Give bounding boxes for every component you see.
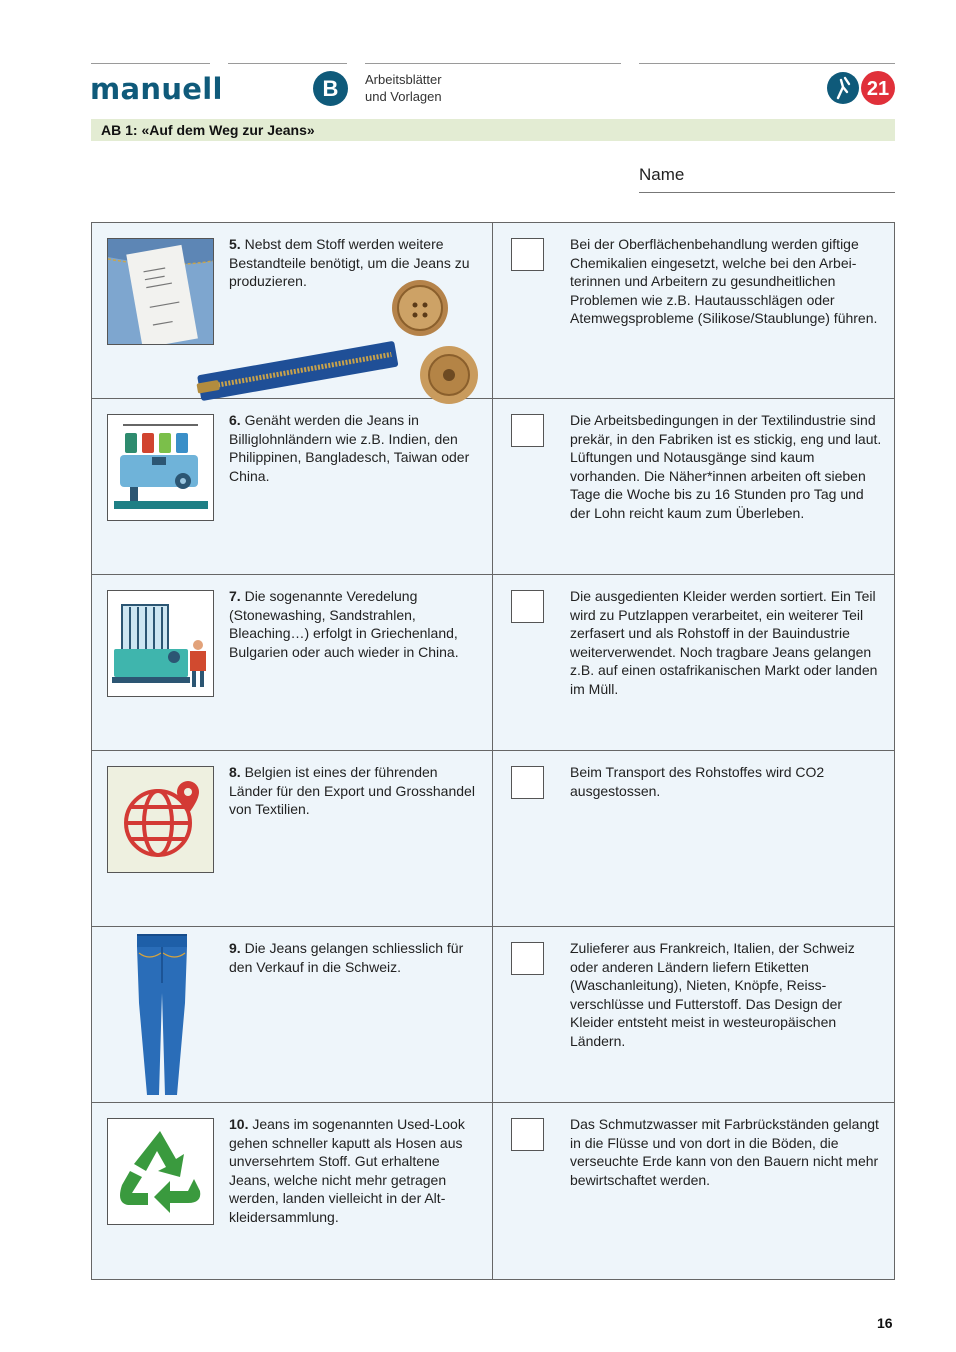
recycling-icon	[107, 1118, 214, 1225]
step-description: Jeans im sogenannten Used-Look gehen schneller kaputt als Hosen aus unversehrtem Stoff. Gut erhaltene Jeans, welche nicht mehr getragen werden, landen vielleicht in der Altkleidersammlung.	[229, 1116, 465, 1225]
statement-text: Die ausgedienten Kleider werden sortiert. Ein Teil wird zu Putzlappen verarbeitet, ein weiterer Teil zerfasert und als Rohstoff in der Bauindustrie weiterverwendet. Noch tragbare Jeans gelangen z.B. auf einen ostafrikanischen Markt oder landen im Müll.	[570, 588, 878, 697]
worksheet-grid	[91, 222, 895, 1280]
step-text	[229, 939, 479, 976]
name-label: Name	[639, 165, 685, 184]
statement-cell	[493, 223, 894, 399]
header-rule-4	[639, 63, 895, 64]
textile-machine-worker-icon	[107, 590, 214, 697]
step-text	[229, 1115, 479, 1227]
name-write-line[interactable]	[639, 192, 895, 193]
brand-wordmark: manuell	[90, 72, 223, 106]
match-checkbox[interactable]	[511, 590, 544, 623]
series-label	[365, 71, 442, 105]
step-description: Die Jeans gelangen schliesslich für den Verkauf in die Schweiz.	[229, 940, 464, 975]
header-rule-1	[91, 63, 210, 64]
step-description: Nebst dem Stoff werden weitere Bestandteile benötigt, um die Jeans zu produzieren.	[229, 236, 470, 290]
step-description: Belgien ist eines der führenden Länder für den Export und Grosshandel von Textilien.	[229, 764, 475, 818]
statement-cell	[493, 399, 894, 575]
section-badge: B	[313, 71, 348, 106]
match-checkbox[interactable]	[511, 414, 544, 447]
statement-cell	[493, 751, 894, 927]
jeans-icon	[127, 933, 197, 1097]
step-cell	[92, 575, 493, 751]
match-checkbox[interactable]	[511, 766, 544, 799]
step-text	[229, 587, 479, 661]
worksheet-title: AB 1: «Auf dem Weg zur Jeans»	[101, 122, 315, 138]
step-number: 9.	[229, 940, 241, 956]
series-line-1: Arbeitsblätter	[365, 72, 442, 87]
statement-cell	[493, 927, 894, 1103]
logo-number: 21	[866, 78, 890, 100]
step-number: 5.	[229, 236, 241, 252]
statement-text: Bei der Oberflächenbehandlung werden giftige Chemikalien eingesetzt, welche bei den Arbeiterinnen und Arbeitern zu gesundheitlichen Problemen wie z.B. Hautausschlägen oder Atemwegsprobleme (Silikose/Staublunge) führen.	[570, 236, 878, 327]
step-text	[229, 411, 479, 485]
globe-location-icon	[107, 766, 214, 873]
step-text	[229, 763, 479, 819]
page-number: 16	[877, 1315, 893, 1331]
statement-text: Die Arbeitsbedingungen in der Textilindustrie sind prekär, in den Fabriken ist es stickig, eng und laut. Lüftungen und Notausgänge sind kaum vorhanden. Die Näher*innen arbeiten oft sieben Tage die Woche bis zu 16 Stunden pro Tag und der Lohn reicht kaum zum Überleben.	[570, 412, 882, 521]
sewing-machine-icon	[107, 414, 214, 521]
step-cell	[92, 223, 493, 399]
step-text	[229, 235, 479, 291]
step-number: 8.	[229, 764, 241, 780]
worksheet-title-bar	[91, 119, 895, 141]
match-checkbox[interactable]	[511, 238, 544, 271]
step-cell	[92, 399, 493, 575]
statement-text: Zulieferer aus Frankreich, Italien, der Schweiz oder anderen Ländern liefern Etiketten (Waschanleitung), Nieten, Knöpfe, Reissverschlüsse und Futterstoff. Das Design der Kleider entsteht meist in westeuropäischen Ländern.	[570, 940, 855, 1049]
step-description: Die sogenannte Veredelung (Stonewashing, Sandstrahlen, Bleaching…) erfolgt in Griechenland, Bulgarien oder auch wieder in China.	[229, 588, 459, 660]
step-cell	[92, 927, 493, 1103]
match-checkbox[interactable]	[511, 942, 544, 975]
step-description: Genäht werden die Jeans in Billiglohnländern wie z.B. Indien, den Philippinen, Bangladesch, Taiwan oder China.	[229, 412, 470, 484]
statement-cell	[493, 1103, 894, 1279]
statement-text: Das Schmutzwasser mit Farbrückständen gelangt in die Flüsse und von dort in die Böden, die verseuchte Erde kann von den Bauern nicht mehr bewirtschaftet werden.	[570, 1116, 879, 1188]
step-number: 10.	[229, 1116, 249, 1132]
series-21-logo	[826, 70, 896, 106]
header-rule-3	[365, 63, 621, 64]
step-number: 7.	[229, 588, 241, 604]
step-number: 6.	[229, 412, 241, 428]
step-cell	[92, 1103, 493, 1279]
statement-cell	[493, 575, 894, 751]
step-cell	[92, 751, 493, 927]
statement-text: Beim Transport des Rohstoffes wird CO2 ausgestossen.	[570, 764, 825, 799]
match-checkbox[interactable]	[511, 1118, 544, 1151]
series-line-2: und Vorlagen	[365, 89, 442, 104]
header-rule-2	[228, 63, 347, 64]
